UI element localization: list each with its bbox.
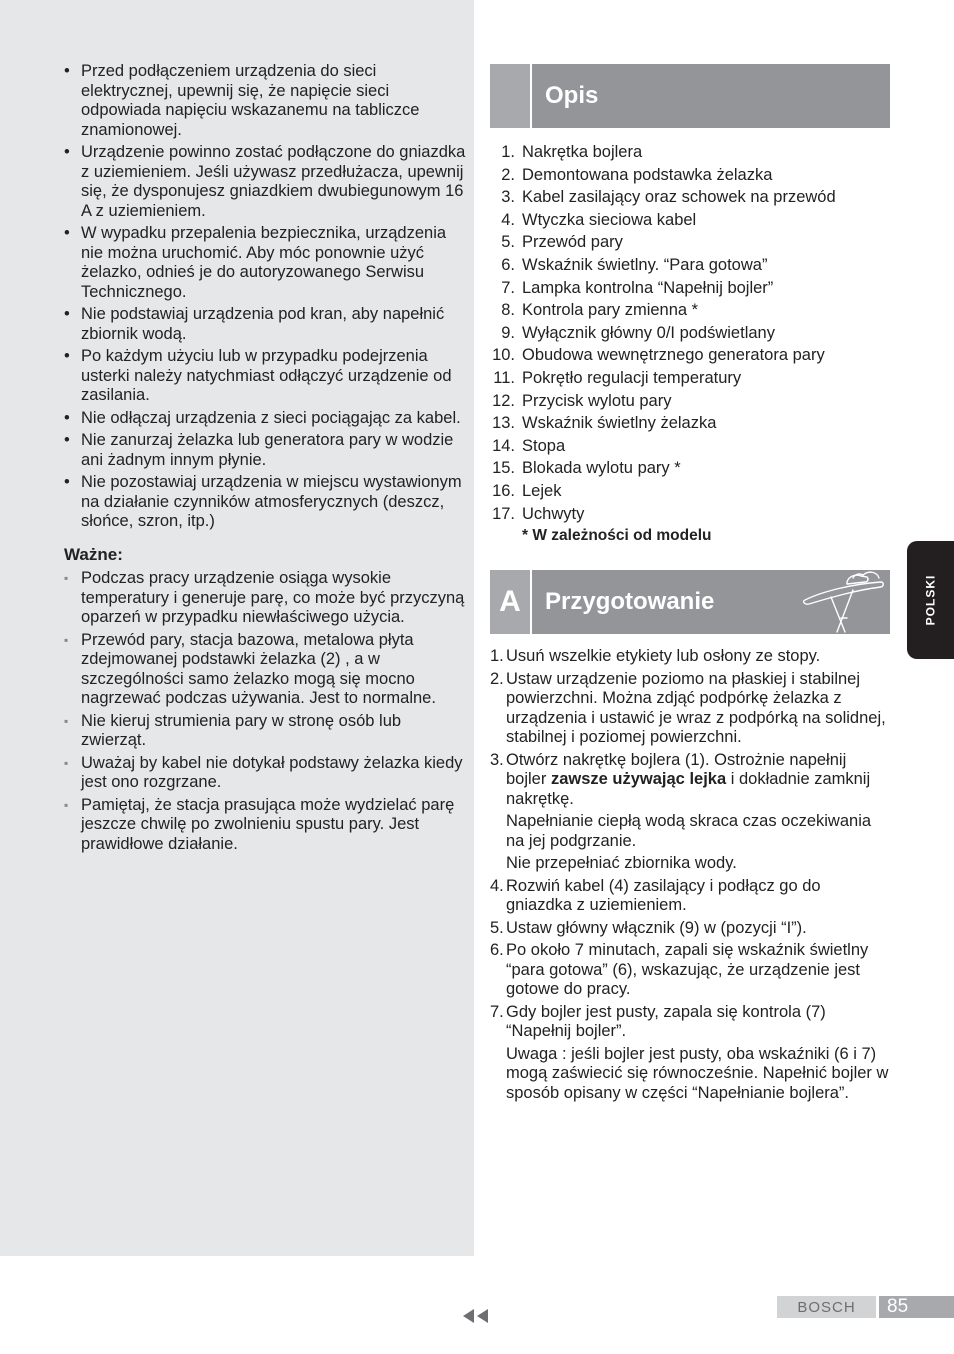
step-number: 1. xyxy=(490,647,504,665)
step-emphasis: zawsze używając lejka xyxy=(550,770,727,788)
item-number: 6. xyxy=(501,255,515,274)
list-item xyxy=(490,344,890,367)
item-label: Wskaźnik świetlny. “Para gotowa” xyxy=(522,255,768,274)
language-tab xyxy=(907,541,954,659)
item-label: Blokada wylotu pary * xyxy=(522,459,681,478)
step-text: Ustaw urządzenie poziomo na płaskiej i stabilnej powierzchni. Można zdjąć podpórkę żelazka z urządzenia i ustawić je wraz z podpórką na solidnej, stabilnej i poziomej powierzchni. xyxy=(506,669,886,746)
list-item xyxy=(490,322,890,345)
step-number: 3. xyxy=(490,750,504,769)
item-number: 4. xyxy=(501,210,515,229)
list-item xyxy=(490,367,890,390)
list-item xyxy=(490,164,890,187)
list-item xyxy=(490,670,890,748)
list-item: • Po każdym użyciu lub w przypadku podejrzenia usterki należy natychmiast odłączyć urządzenie od zasilania. xyxy=(64,347,466,406)
safety-instructions xyxy=(64,62,466,857)
step-number: 5. xyxy=(490,918,504,937)
list-item xyxy=(490,277,890,300)
item-number: 8. xyxy=(501,301,515,320)
list-item xyxy=(490,231,890,254)
item-label: Pokrętło regulacji temperatury xyxy=(522,368,742,387)
item-label: Przycisk wylotu pary xyxy=(522,391,672,410)
list-item: • Urządzenie powinno zostać podłączone do gniazdka z uziemieniem. Jeśli używasz przedłużacza, upewnij się, że dysponujesz gniazdkiem dwubiegunowym 16 A z uziemieniem. xyxy=(64,143,466,221)
item-number: 5. xyxy=(501,233,515,252)
item-label: Nakrętka bojlera xyxy=(522,143,643,161)
item-label: Obudowa wewnętrznego generatora pary xyxy=(522,346,825,365)
list-item xyxy=(490,751,890,810)
safety-list xyxy=(64,62,466,532)
parts-list xyxy=(490,141,890,548)
item-label: Wtyczka sieciowa kabel xyxy=(522,210,697,229)
list-item: ▪ Nie kieruj strumienia pary w stronę osób lub zwierząt. xyxy=(64,712,466,751)
list-item xyxy=(490,186,890,209)
section-letter: A xyxy=(490,570,530,634)
list-item: • Nie zanurzaj żelazka lub generatora pary w wodzie ani żadnym innym płynie. xyxy=(64,431,466,470)
list-item: ▪ Pamiętaj, że stacja prasująca może wydzielać parę jeszcze chwilę po zwolnieniu spustu pary. Jest prawidłowe działanie. xyxy=(64,796,466,855)
step-number: 7. xyxy=(490,1002,504,1021)
footer-brand: BOSCH xyxy=(777,1296,876,1318)
list-item xyxy=(490,919,890,939)
list-item xyxy=(490,209,890,232)
list-item: ▪ Przewód pary, stacja bazowa, metalowa płyta zdejmowanej podstawki żelazka (2) , a w szczególności samo żelazko mogą się mocno nagrzewać podczas używania. Jest to normalne. xyxy=(64,631,466,709)
step-number: 6. xyxy=(490,941,504,959)
item-number: 2. xyxy=(501,165,515,184)
prep-steps xyxy=(490,647,890,1106)
step-text: Ustaw główny włącznik (9) w (pozycji “I”). xyxy=(506,918,807,937)
item-label: Przewód pary xyxy=(522,233,623,252)
step-text xyxy=(506,751,890,810)
step-note: Nie przepełniać zbiornika wody. xyxy=(506,854,737,872)
model-note: * W zależności od modelu xyxy=(522,527,712,545)
list-item xyxy=(490,1003,890,1042)
item-label: Wskaźnik świetlny żelazka xyxy=(522,414,717,433)
step-text-part: Otwórz nakrętkę bojlera (1). Ostrożnie napełnij bojler xyxy=(506,750,847,788)
item-number: 12. xyxy=(492,391,515,410)
item-number: 16. xyxy=(492,481,515,500)
opis-header-marker xyxy=(490,64,530,128)
item-number: 13. xyxy=(492,414,515,433)
list-item xyxy=(490,390,890,413)
item-number: 1. xyxy=(501,143,515,161)
list-item xyxy=(490,647,890,667)
step-number: 2. xyxy=(490,669,504,688)
ironing-board-icon xyxy=(801,570,887,634)
step-note: Uwaga : jeśli bojler jest pusty, oba wskaźniki (6 i 7) mogą zaświecić się równocześnie. Napełnić bojler w sposób opisany w części “Napełnianie bojlera”. xyxy=(506,1044,889,1102)
item-number: 17. xyxy=(492,504,515,523)
item-number: 3. xyxy=(501,188,515,207)
list-item xyxy=(490,299,890,322)
step-text-part: i dokładnie zamknij nakrętkę. xyxy=(506,770,871,808)
item-label: Stopa xyxy=(522,436,566,455)
item-number: 14. xyxy=(492,436,515,455)
list-item xyxy=(490,480,890,503)
list-item xyxy=(490,941,890,1000)
item-label: Uchwyty xyxy=(522,504,585,523)
item-label: Kontrola pary zmienna * xyxy=(522,301,699,320)
list-item: ▪ Uważaj by kabel nie dotykał podstawy żelazka kiedy jest ono rozgrzane. xyxy=(64,754,466,793)
step-text: Usuń wszelkie etykiety lub osłony ze stopy. xyxy=(506,647,821,665)
list-item: • Przed podłączeniem urządzenia do sieci elektrycznej, upewnij się, że napięcie sieci odpowiada napięciu wskazanemu na tabliczce znamionowej. xyxy=(64,62,466,140)
list-item: • Nie pozostawiaj urządzenia w miejscu wystawionym na działanie czynników atmosferycznych (deszcz, słońce, szron, itp.) xyxy=(64,473,466,532)
list-item: • Nie podstawiaj urządzenia pod kran, aby napełnić zbiornik wodą. xyxy=(64,305,466,344)
important-list xyxy=(64,569,466,854)
item-number: 9. xyxy=(501,323,515,342)
list-item: • Nie odłączaj urządzenia z sieci pociągając za kabel. xyxy=(64,409,466,429)
item-number: 15. xyxy=(492,459,515,478)
prep-title: Przygotowanie xyxy=(545,588,715,615)
item-label: Lejek xyxy=(522,481,562,500)
list-item xyxy=(490,503,890,526)
item-label: Lampka kontrolna “Napełnij bojler” xyxy=(522,278,774,297)
page-number: 85 xyxy=(879,1296,954,1318)
step-note: Napełnianie ciepłą wodą skraca czas oczekiwania na jej podgrzanie. xyxy=(506,812,872,850)
item-label: Kabel zasilający oraz schowek na przewód xyxy=(522,188,836,207)
item-label: Demontowana podstawka żelazka xyxy=(522,165,773,184)
list-item xyxy=(490,254,890,277)
step-number: 4. xyxy=(490,876,504,895)
item-number: 7. xyxy=(501,278,515,297)
list-item xyxy=(490,435,890,458)
step-text: Po około 7 minutach, zapali się wskaźnik świetlny “para gotowa” (6), wskazując, że urządzenie jest gotowe do pracy. xyxy=(506,941,869,998)
step-text: Rozwiń kabel (4) zasilający i podłącz go do gniazdka z uziemieniem. xyxy=(506,876,821,914)
list-item xyxy=(490,457,890,480)
list-item: • W wypadku przepalenia bezpiecznika, urządzenia nie można uruchomić. Aby móc ponownie użyć żelazko, odnieś je do autoryzowanego Serwisu Technicznego. xyxy=(64,224,466,302)
language-tab-label: POLSKI xyxy=(923,574,938,626)
item-label: Wyłącznik główny 0/I podświetlany xyxy=(522,323,775,342)
step-text: Gdy bojler jest pusty, zapala się kontrola (7) “Napełnij bojler”. xyxy=(506,1002,826,1040)
double-left-arrow-icon[interactable] xyxy=(463,1308,491,1324)
prep-header xyxy=(490,570,890,634)
important-heading: Ważne: xyxy=(64,544,123,564)
opis-title: Opis xyxy=(532,64,890,128)
opis-header xyxy=(490,64,890,128)
list-item xyxy=(490,141,890,164)
list-item xyxy=(490,877,890,916)
item-number: 11. xyxy=(493,368,515,387)
prep-header-bar xyxy=(532,570,890,634)
item-number: 10. xyxy=(492,346,515,365)
list-item: ▪ Podczas pracy urządzenie osiąga wysokie temperatury i generuje parę, co może być przyczyną oparzeń w przypadku niewłaściwego użycia. xyxy=(64,569,466,628)
list-item xyxy=(490,412,890,435)
